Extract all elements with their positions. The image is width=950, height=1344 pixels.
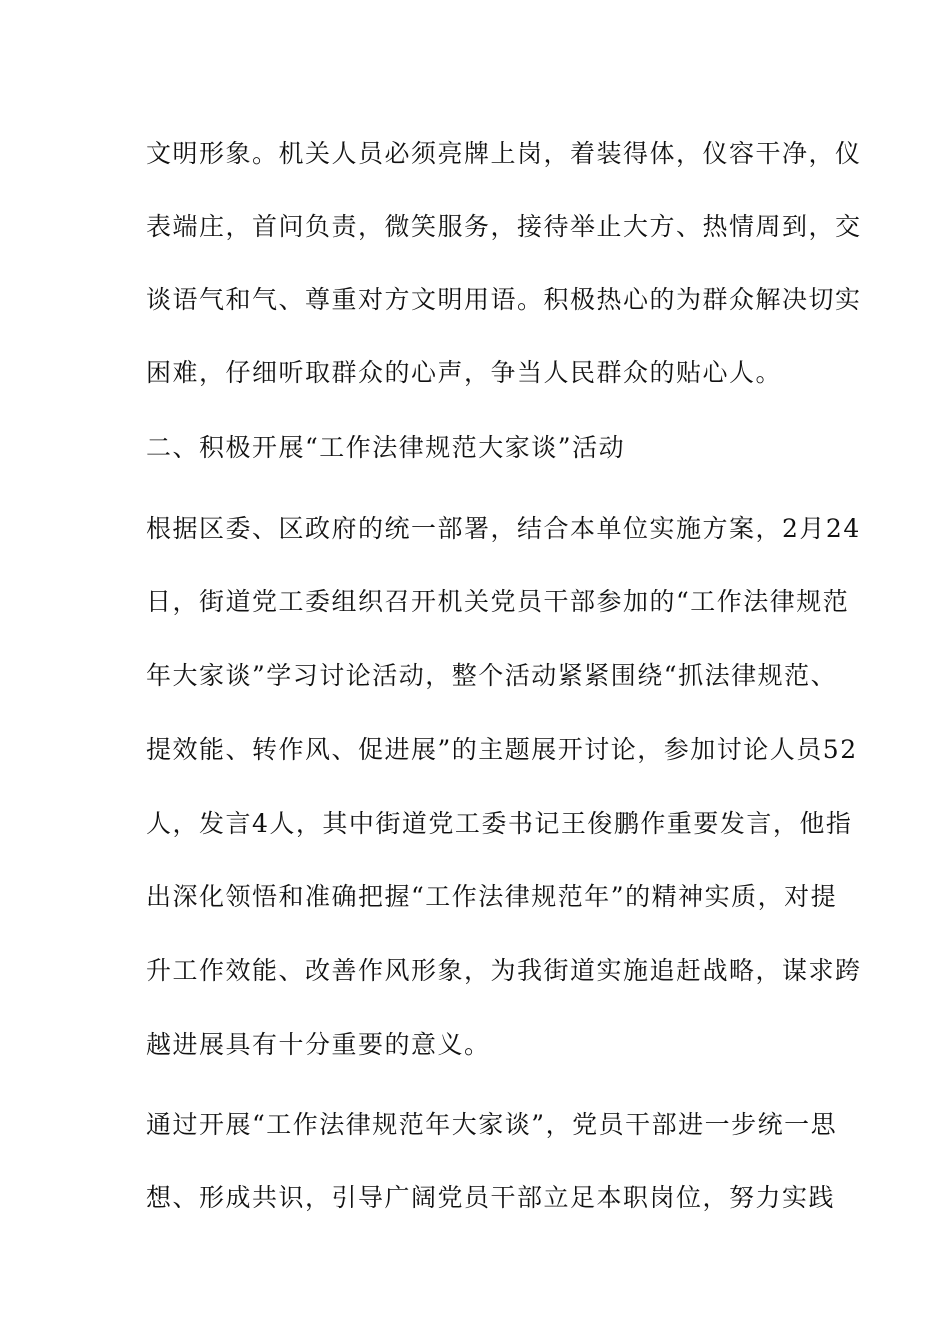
paragraph-line: 提效能、转作风、促进展”的主题展开讨论，参加讨论人员52: [146, 735, 858, 764]
paragraph-line: 表端庄，首问负责，微笑服务，接待举止大方、热情周到，交: [146, 212, 862, 241]
paragraph-line: 困难，仔细听取群众的心声，争当人民群众的贴心人。: [146, 358, 783, 387]
paragraph-line: 通过开展“工作法律规范年大家谈”，党员干部进一步统一思: [146, 1110, 838, 1139]
section-heading: 二、积极开展“工作法律规范大家谈”活动: [146, 433, 626, 462]
paragraph-line: 根据区委、区政府的统一部署，结合本单位实施方案，2月24: [146, 514, 861, 543]
paragraph-line: 人，发言4人，其中街道党工委书记王俊鹏作重要发言，他指: [146, 809, 853, 838]
paragraph-line: 日，街道党工委组织召开机关党员干部参加的“工作法律规范: [146, 587, 850, 616]
paragraph-line: 越进展具有十分重要的意义。: [146, 1030, 491, 1059]
paragraph-line: 谈语气和气、尊重对方文明用语。积极热心的为群众解决切实: [146, 285, 862, 314]
paragraph-line: 想、形成共识，引导广阔党员干部立足本职岗位，努力实践: [146, 1183, 836, 1212]
paragraph-line: 年大家谈”学习讨论活动，整个活动紧紧围绕“抓法律规范、: [146, 661, 838, 690]
paragraph-line: 出深化领悟和准确把握“工作法律规范年”的精神实质，对提: [146, 882, 838, 911]
paragraph-line: 文明形象。机关人员必须亮牌上岗，着装得体，仪容干净，仪: [146, 139, 862, 168]
paragraph-line: 升工作效能、改善作风形象，为我街道实施追赶战略，谋求跨: [146, 956, 862, 985]
